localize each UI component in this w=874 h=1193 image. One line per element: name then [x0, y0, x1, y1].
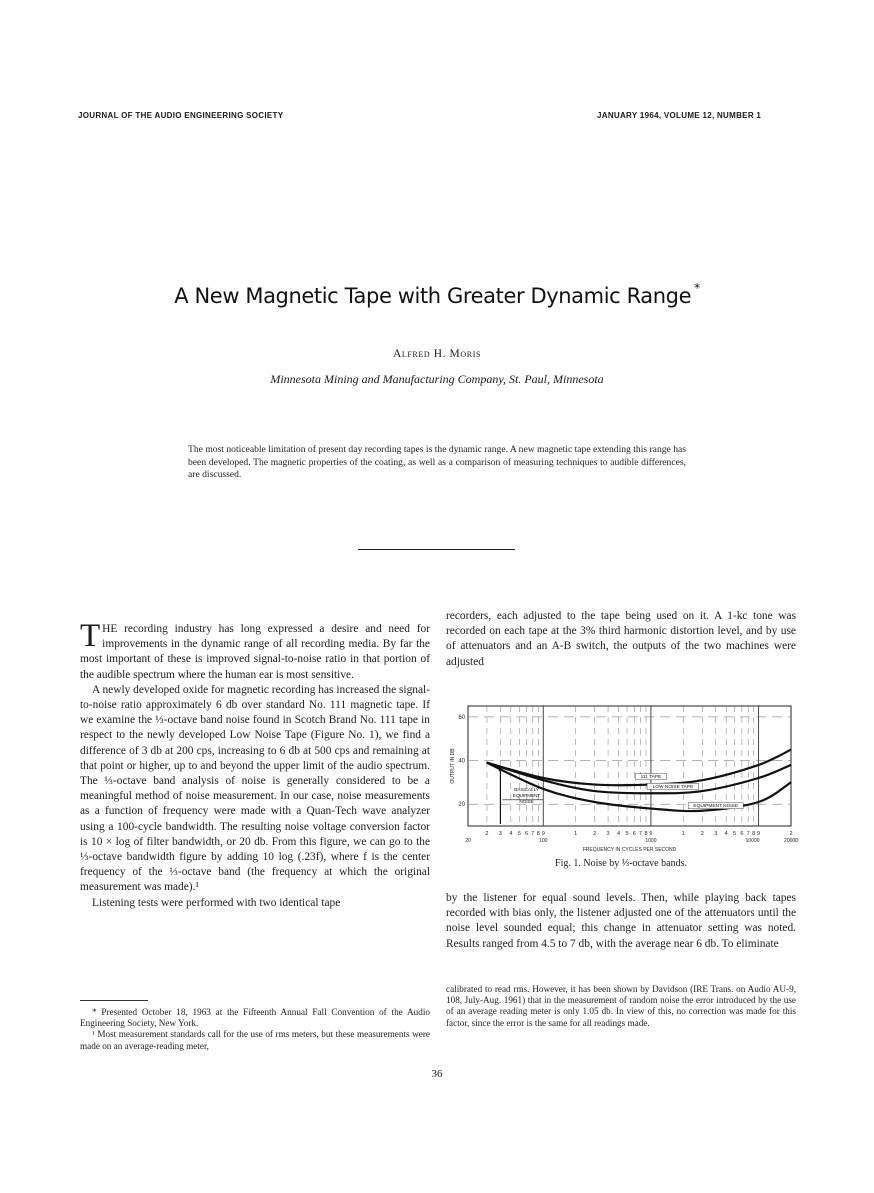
x-tick-label: 5 — [625, 831, 629, 837]
x-tick-label: 3 — [714, 831, 718, 837]
series-point — [702, 790, 703, 791]
x-tick-label: 9 — [649, 831, 653, 837]
series-point — [758, 801, 759, 802]
footnote: ¹ Most measurement standards call for the use of rms meters, but these measurements were made on an average-reading meter, — [80, 1029, 430, 1051]
x-tick-label: 8 — [752, 831, 756, 837]
abstract: The most noticeable limitation of present day recording tapes is the dynamic range. A new magnetic tape extending this range has been developed. The magnetic properties of the coating, as well as a comparison of measuring techniques to audible differences, are discussed. — [188, 444, 686, 480]
x-tick-label: 6 — [632, 831, 636, 837]
series-point — [543, 780, 544, 781]
series-point — [543, 788, 544, 789]
series-point — [758, 777, 759, 778]
footnote: * Presented October 18, 1963 at the Fifteenth Annual Fall Convention of the Audio Engineering Society, New York. — [80, 1007, 430, 1029]
issue-header: JANUARY 1964, VOLUME 12, NUMBER 1 — [597, 111, 762, 120]
body-paragraph: A newly developed oxide for magnetic recording has increased the signal-to-noise ratio approximately 6 db over standard No. 111 magnetic tape. If we examine the ⅓-octave band noise found in Scotch Brand No. 111 tape in respect to the newly developed Low Noise Tape (Figure No. 1), we find a difference of 3 db at 200 cps, increasing to 6 db at 500 cps and remaining at that point or higher, up to and beyond the upper limit of the audio spectrum. The ⅓-octave band analysis of noise is generally considered to be a meaningful method of noise measurement. In our case, noise measurements as a function of frequency were made with a Quan-Tech wave analyzer using a 100-cycle bandwidth. The resulting noise voltage conversion factor is 10 × log of filter bandwidth, or 20 db. From this figure, we can go to the ⅓-octave bandwidth figure by adding 10 log (.23f), where f is the center frequency of the ⅓-octave band (the frequency at which the original measurement was made).¹ — [80, 683, 430, 894]
page-number: 36 — [431, 1068, 443, 1080]
title-text: A New Magnetic Tape with Greater Dynamic Range — [174, 284, 692, 308]
x-tick-label: 9 — [757, 831, 761, 837]
journal-header: JOURNAL OF THE AUDIO ENGINEERING SOCIETY — [78, 111, 284, 120]
x-tick-label: 1 — [681, 831, 685, 837]
body-paragraph: recorders, each adjusted to the tape being used on it. A 1-kc tone was recorded on each tape at the 3% third harmonic distortion level, and by use of attenuators and an A-B switch, the outputs of the two machines were adjusted — [446, 610, 796, 668]
figure-caption: Fig. 1. Noise by ⅓-octave bands. — [555, 858, 687, 869]
y-axis-label: OUTPUT IN DB — [450, 748, 456, 784]
title-footnote-mark: * — [694, 281, 700, 295]
series-point — [650, 793, 651, 794]
x-decade-label: 20000 — [784, 838, 798, 844]
footnote-rule — [80, 1000, 148, 1001]
body-column-left — [80, 618, 430, 911]
y-tick-label: 60 — [458, 714, 465, 721]
author-name: Alfred H. Moris — [392, 348, 482, 360]
series-label: EQUIPMENT NOISE — [693, 804, 739, 810]
x-tick-label: 5 — [517, 831, 521, 837]
x-tick-label: 4 — [724, 831, 728, 837]
body-column-right-top — [446, 609, 796, 670]
x-tick-label: 4 — [509, 831, 513, 837]
x-tick-label: 6 — [525, 831, 529, 837]
x-tick-label: 3 — [498, 831, 502, 837]
series-line — [487, 750, 791, 786]
drop-cap: T — [80, 618, 101, 654]
body-paragraph: Listening tests were performed with two identical tape — [92, 896, 341, 909]
x-tick-label: 8 — [644, 831, 648, 837]
body-column-right-bottom — [446, 891, 796, 952]
series-label: LOW NOISE TAPE — [652, 784, 694, 790]
footnote-continuation: calibrated to read rms. However, it has been shown by Davidson (IRE Trans. on Audio AU-9, 108, July-Aug. 1961) that in the measurement of random noise the error introduced by the use of an average reading meter is only 1.05 db. In view of this, no correction was made for this factor, since the error is the same for all readings made. — [446, 984, 796, 1028]
series-point — [594, 790, 595, 791]
x-tick-label: 8 — [536, 831, 540, 837]
series-point — [650, 808, 651, 809]
y-tick-label: 40 — [458, 758, 465, 765]
series-label: 111 TAPE — [640, 775, 662, 781]
x-tick-label: 4 — [616, 831, 621, 837]
series-point — [790, 782, 791, 783]
body-paragraph: by the listener for equal sound levels. Then, while playing back tapes recorded with bias only, the listener adjusted one of the attenuators until the noise level sounded equal; this change in attenuator setting was noted. Results ranged from 4.5 to 7 db, with the average near 6 db. To eliminate — [446, 892, 796, 950]
section-divider — [358, 549, 515, 550]
series-point — [758, 764, 759, 765]
figure-1 — [446, 700, 796, 863]
series-point — [702, 810, 703, 811]
series-point — [486, 762, 487, 763]
x-tick-label: 1 — [574, 831, 578, 837]
series-point — [594, 784, 595, 785]
y-tick-label: 20 — [458, 802, 465, 809]
x-tick-label: 2 — [485, 831, 489, 837]
annotation-text: NOISE — [519, 799, 534, 805]
article-title — [0, 281, 874, 308]
x-tick-label: 3 — [606, 831, 610, 837]
x-tick-label: 2 — [789, 831, 793, 837]
x-tick-label: 6 — [740, 831, 744, 837]
x-tick-label: 7 — [638, 831, 643, 837]
x-decade-label: 1000 — [645, 838, 657, 844]
footnotes-left — [80, 1007, 430, 1052]
annotation-text: EQUIPMENT — [512, 793, 541, 799]
x-tick-label: 9 — [541, 831, 545, 837]
x-decade-label: 10000 — [745, 838, 760, 844]
series-point — [790, 749, 791, 750]
x-decade-label: 100 — [539, 838, 548, 844]
body-paragraph — [80, 618, 430, 683]
x-tick-label: 7 — [531, 831, 535, 837]
x-tick-label: 2 — [593, 831, 597, 837]
x-tick-label: 2 — [700, 831, 704, 837]
x-decade-label: 20 — [465, 838, 471, 844]
series-point — [702, 780, 703, 781]
x-axis-label: FREQUENCY IN CYCLES PER SECOND — [582, 847, 677, 853]
annotation-text: BASICALLY — [514, 787, 539, 793]
paragraph-text: HE recording industry has long expressed a desire and need for improvements in the dynamic range of all recording media. By far the most important of these is improved signal-to-noise ratio in that portion of the audible spectrum where the human ear is most sensitive. — [80, 623, 430, 681]
x-tick-label: 7 — [746, 831, 750, 837]
series-point — [594, 801, 595, 802]
series-point — [543, 777, 544, 778]
author-affiliation: Minnesota Mining and Manufacturing Company, St. Paul, Minnesota — [270, 372, 604, 386]
series-point — [790, 764, 791, 765]
noise-chart — [446, 700, 796, 858]
x-tick-label: 5 — [733, 831, 737, 837]
